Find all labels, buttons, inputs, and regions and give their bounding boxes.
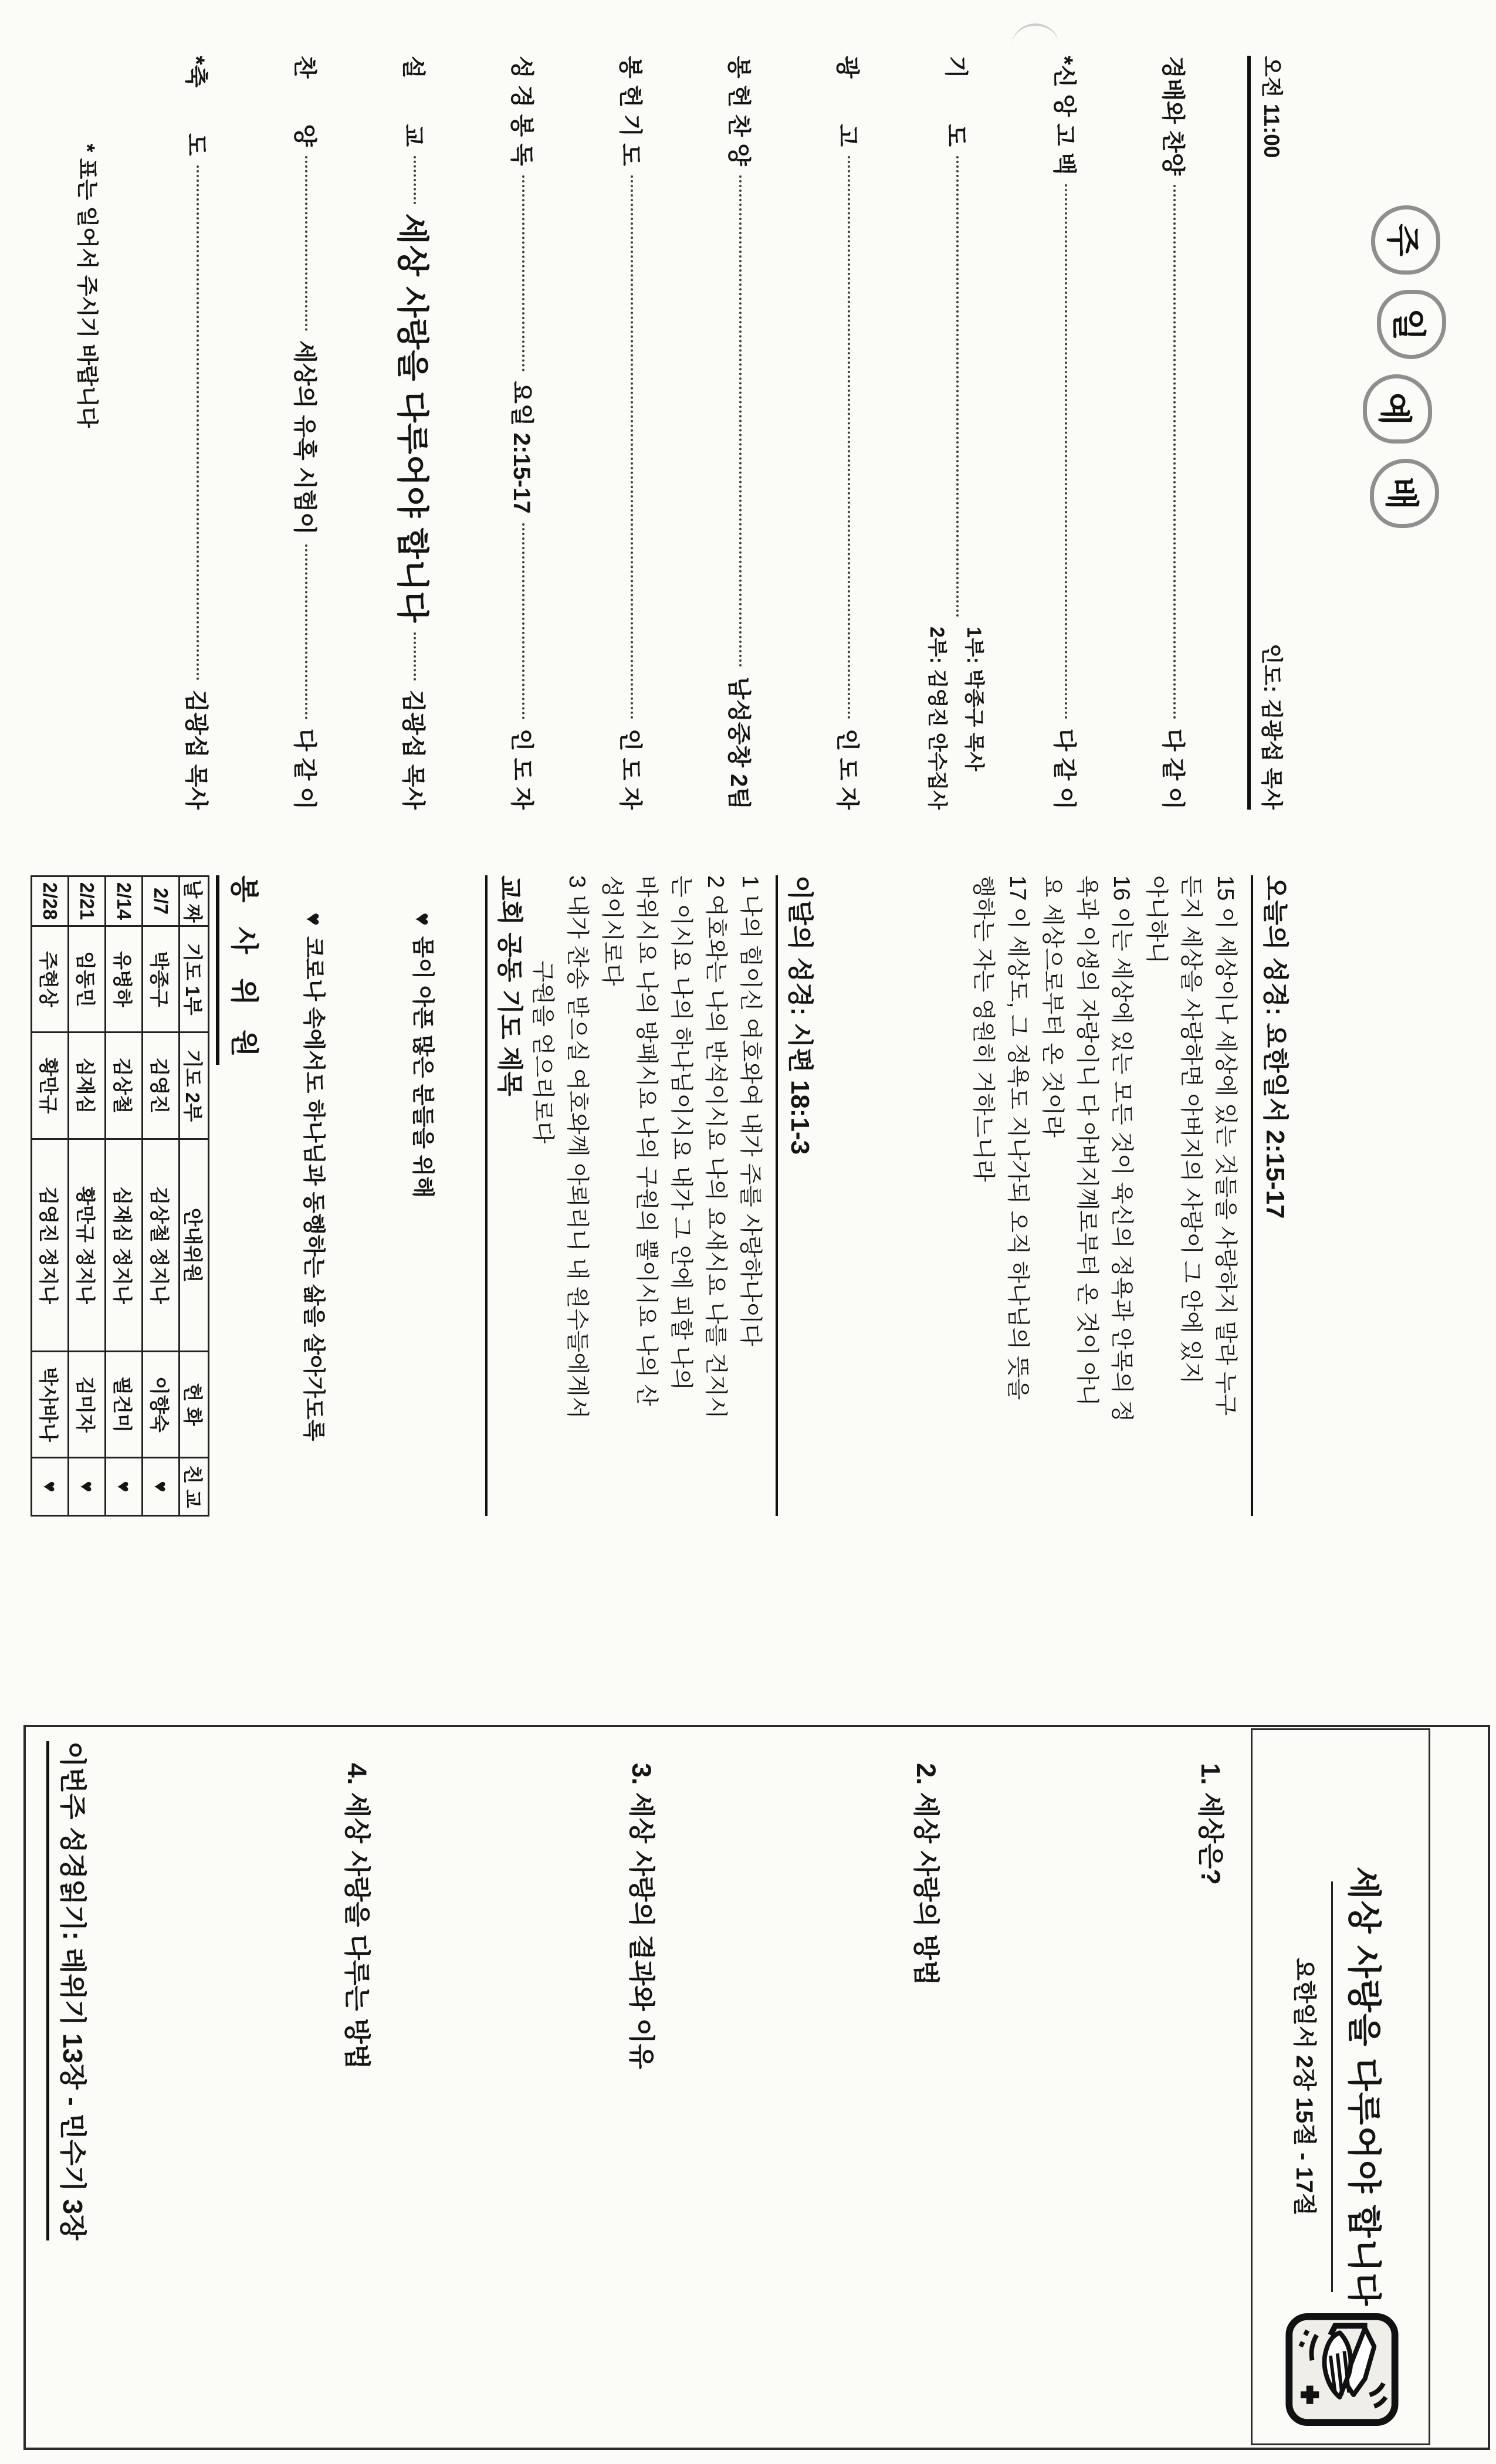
cell-flowers: 김미자 <box>69 1352 106 1458</box>
cell-fellowship-heart: ♥ <box>106 1458 143 1516</box>
item-hymn-title: 세상의 유혹 시험이 <box>292 340 317 535</box>
weekly-bible-reading: 이번주 성경읽기: 레위기 13장 - 민수기 3장 <box>46 1741 94 2240</box>
item-label: 성 경 봉 독 <box>509 56 534 166</box>
worship-row-prayer <box>903 56 1012 810</box>
dot-leader <box>1065 184 1068 719</box>
cell-date: 2/14 <box>106 876 143 926</box>
table-header-row <box>180 876 209 1516</box>
title-circle-char: 예 <box>1363 374 1432 444</box>
title-circle-char: 일 <box>1377 290 1446 359</box>
verse-line: 든지 세상을 사랑하면 아버지의 사랑이 그 안에 있지 <box>1178 875 1203 1385</box>
service-leader: 인도: 김광섭 목사 <box>1260 643 1284 810</box>
col-prayer2: 기도 2부 <box>180 1033 209 1139</box>
cell-ushers: 심재심 정지나 <box>106 1139 143 1352</box>
prayer-topics-section <box>259 875 531 1516</box>
cell-fellowship-heart: ♥ <box>69 1458 106 1516</box>
cell-prayer1: 임동민 <box>69 926 106 1033</box>
cell-prayer1: 주현상 <box>32 926 69 1033</box>
table-row <box>69 876 106 1516</box>
scripture-today-section <box>966 875 1297 1516</box>
worship-order-list <box>35 56 1229 810</box>
verse-line: 1 나의 힘이신 여호와여 내가 주를 사랑하나이다 <box>737 875 763 1346</box>
volunteers-heading: 봉 사 위 원 <box>216 875 267 1065</box>
sermon-title-rule <box>1331 1881 1333 2292</box>
item-label: 경배와 찬양 <box>1160 56 1186 176</box>
verse-line: 요 세상으로부터 온 것이라 <box>1040 875 1065 1138</box>
worship-row-sermon <box>361 56 469 810</box>
cell-prayer2: 심재심 <box>69 1033 106 1139</box>
worship-row <box>469 56 578 810</box>
worship-row <box>1121 56 1229 810</box>
sermon-outline-item: 2. 세상 사랑의 방법 <box>911 1763 941 1986</box>
sermon-header-box <box>1251 1728 1430 2445</box>
dot-leader <box>957 156 959 617</box>
scripture-today-heading: 오늘의 성경: 요한일서 2:15-17 <box>1251 875 1297 1516</box>
col-flowers: 헌 화 <box>180 1352 209 1458</box>
item-performer: 인 도 자 <box>617 728 643 810</box>
col-ushers: 안내위원 <box>180 1139 209 1352</box>
standing-note: * 표는 일어서 주시기 바랍니다 <box>75 144 100 428</box>
prayer-topics-heading: 교회 공동 기도 제목 <box>485 875 531 1516</box>
cell-flowers: 박사바나 <box>32 1352 69 1458</box>
praying-hands-icon <box>1282 2312 1400 2427</box>
item-performer: 김광섭 목사 <box>400 689 426 810</box>
cell-prayer2: 김영진 <box>143 1033 180 1139</box>
table-row <box>143 876 180 1516</box>
sermon-title: 세상 사랑을 다루어야 합니다 <box>1345 1866 1383 2307</box>
title-circle-char: 주 <box>1371 205 1440 275</box>
verse-line: 성이시로다 <box>599 875 624 986</box>
verse-line: 행하는 자는 영원히 거하느니라 <box>970 875 996 1182</box>
dot-leader <box>197 165 199 681</box>
item-label: 설 교 <box>400 56 426 147</box>
prayer-topic <box>368 875 477 1516</box>
verse-line: 아니하니 <box>1143 875 1169 964</box>
cell-fellowship-heart: ♥ <box>32 1458 69 1516</box>
verse-line: 구원을 얻으리로다 <box>530 960 555 1144</box>
volunteers-table <box>31 875 209 1517</box>
verse-line: 16 이는 세상에 있는 모든 것이 육신의 정욕과 안목의 정 <box>1109 875 1134 1423</box>
sermon-subtitle: 요한일서 2장 15절 - 17절 <box>1291 1958 1317 2216</box>
item-performer: 다 같 이 <box>1160 728 1186 810</box>
scripture-month-heading: 이달의 성경: 시편 18:1-3 <box>776 875 821 1516</box>
item-label: 찬 양 <box>292 56 317 147</box>
col-prayer1: 기도 1부 <box>180 926 209 1033</box>
scripture-month-section <box>525 875 821 1516</box>
cell-fellowship-heart: ♥ <box>143 1458 180 1516</box>
heart-bullet-icon: ♥ <box>410 912 435 926</box>
dot-leader <box>523 523 525 719</box>
cell-flowers: 필건미 <box>106 1352 143 1458</box>
prayer-topic-text: 코로나 속에서도 하나님과 동행하는 삶을 살아가도록 <box>301 936 326 1441</box>
item-performer-stacked <box>925 627 991 810</box>
verse-line: 15 이 세상이나 세상에 있는 것들을 사랑하지 말라 누구 <box>1213 875 1238 1416</box>
item-performer: 남성중창 2팀 <box>726 676 752 810</box>
verse-line: 3 내가 찬송 받으실 여호와께 아뢰리니 내 원수들에게서 <box>564 875 590 1419</box>
cell-flowers: 이향숙 <box>143 1352 180 1458</box>
cell-ushers: 황만규 정지나 <box>69 1139 106 1352</box>
sermon-outline-item: 4. 세상 사랑을 다루는 방법 <box>342 1763 372 2070</box>
dot-leader <box>306 544 308 719</box>
cell-ushers: 김영진 정지나 <box>32 1139 69 1352</box>
dot-leader <box>740 175 742 668</box>
cell-prayer1: 유병하 <box>106 926 143 1033</box>
col-date: 날 짜 <box>180 876 209 926</box>
cell-ushers: 김상철 정지나 <box>143 1139 180 1352</box>
sermon-title-inline: 세상 사랑을 다루어야 합니다 <box>394 213 431 624</box>
verse-line: 2 여호와는 나의 반석이시요 나의 요새시요 나를 건지시 <box>703 875 728 1419</box>
dot-leader <box>523 175 525 371</box>
worship-row <box>144 56 252 810</box>
item-scripture-ref: 요일 2:15-17 <box>509 381 534 514</box>
worship-title-circled <box>1363 205 1440 528</box>
header-rule <box>1247 56 1251 810</box>
item-label: 봉 헌 기 도 <box>617 56 643 166</box>
worship-row <box>795 56 903 810</box>
heart-bullet-icon: ♥ <box>301 912 326 926</box>
dot-leader <box>414 632 417 681</box>
table-row <box>32 876 69 1516</box>
cell-date: 2/7 <box>143 876 180 926</box>
title-circle-char: 배 <box>1370 459 1439 528</box>
dot-leader <box>1174 185 1176 719</box>
worship-row <box>1012 56 1121 810</box>
cell-prayer1: 박종구 <box>143 926 180 1033</box>
sermon-outline-item: 1. 세상은? <box>1196 1763 1226 1885</box>
verse-line: 욕과 이생의 자랑이니 다 아버지께로부터 온 것이 아니 <box>1074 875 1099 1406</box>
item-label: 봉 헌 찬 양 <box>726 56 752 166</box>
worship-row <box>578 56 686 810</box>
cell-prayer2: 황만규 <box>32 1033 69 1139</box>
service-time: 오전 11:00 <box>1260 56 1284 158</box>
verse-line: 는 이시요 나의 하나님이시요 내가 그 안에 피할 나의 <box>668 875 693 1390</box>
item-label: 광 고 <box>834 56 860 147</box>
item-performer: 다 같 이 <box>292 728 317 810</box>
item-performer: 다 같 이 <box>1051 728 1077 810</box>
dot-leader <box>848 156 851 719</box>
item-performer: 인 도 자 <box>834 728 860 810</box>
prayer-performer-1: 1부: 박종구 목사 <box>963 627 986 771</box>
item-label: *축 도 <box>183 56 209 156</box>
col-fellowship: 친 교 <box>180 1458 209 1516</box>
item-performer: 김광섭 목사 <box>183 689 209 810</box>
verse-line: 바위시요 나의 방패시요 나의 구원의 뿔이시요 나의 산 <box>634 875 659 1406</box>
dot-leader <box>631 175 634 719</box>
dot-leader <box>414 156 417 204</box>
worship-row <box>252 56 361 810</box>
prayer-topic <box>259 875 368 1516</box>
worship-row <box>686 56 795 810</box>
sermon-outline-item: 3. 세상 사랑의 결과와 이유 <box>627 1763 656 2070</box>
prayer-performer-2: 2부: 김영진 안수집사 <box>926 627 949 810</box>
dot-leader <box>306 156 308 331</box>
worship-header-row <box>1258 56 1289 810</box>
item-label: *신 앙 고 백 <box>1051 56 1077 175</box>
item-label: 기 도 <box>943 56 969 147</box>
cell-date: 2/21 <box>69 876 106 926</box>
table-row <box>106 876 143 1516</box>
item-performer: 인 도 자 <box>509 728 534 810</box>
cell-date: 2/28 <box>32 876 69 926</box>
prayer-topic-text: 몸이 아픈 많은 분들을 위해 <box>410 936 435 1198</box>
verse-line: 17 이 세상도, 그 정욕도 지나가되 오직 하나님의 뜻을 <box>1005 875 1030 1400</box>
cell-prayer2: 김상철 <box>106 1033 143 1139</box>
